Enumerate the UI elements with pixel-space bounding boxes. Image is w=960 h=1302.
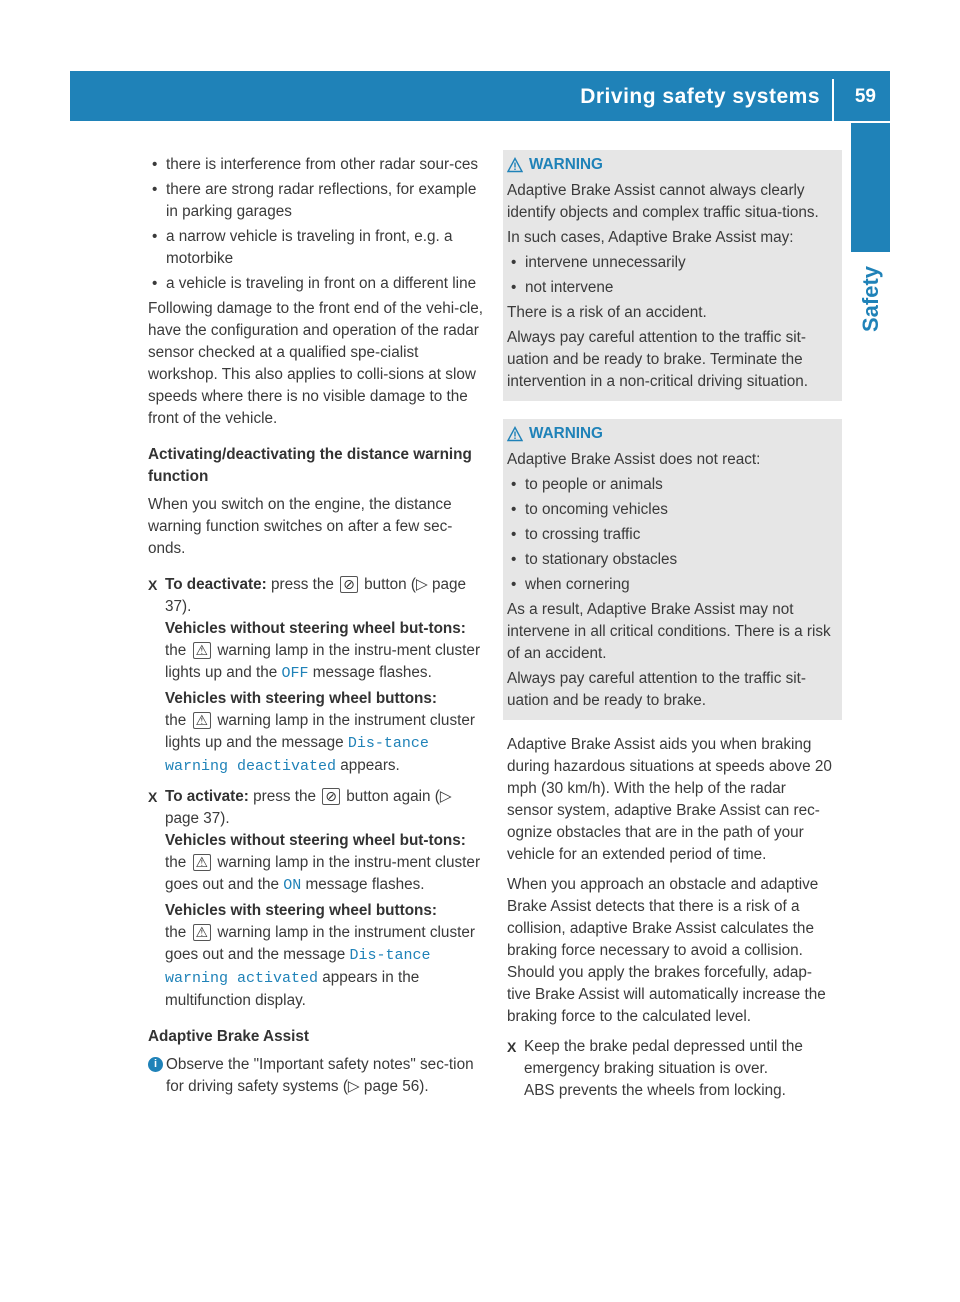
body-paragraph: Adaptive Brake Assist aids you when braking during hazardous situations at speeds above 20 mph (30 km/h). With the help of the radar sensor system, adaptive Brake Assist can rec-ognize obstacles that are in the path of your vehicle for an extended period of time. (507, 736, 832, 863)
warning-text: As a result, Adaptive Brake Assist may not intervene in all critical conditions. There is a risk of an accident. (507, 601, 831, 662)
off-button-icon: ⊘ (340, 576, 358, 593)
step-result: ABS prevents the wheels from locking. (524, 1082, 786, 1099)
page-ref-arrow-icon: ▷ (439, 788, 452, 805)
list-item: • when cornering (507, 574, 834, 596)
chapter-tab (851, 123, 890, 252)
info-note: i Observe the "Important safety notes" sec-tion for driving safety systems (▷ page 56). (148, 1054, 484, 1098)
right-column (507, 154, 834, 1102)
display-message: OFF (281, 665, 309, 682)
list-item: • to people or animals (507, 474, 834, 496)
display-message: ON (283, 877, 302, 894)
left-column (148, 154, 484, 1098)
distance-warning-lamp-icon: ⚠ (193, 712, 212, 729)
damage-paragraph: Following damage to the front end of the vehi-cle, have the configuration and operation of the radar sensor checked at a qualified spe-cialist workshop. This also applies to colli-sions at slow speeds where there is no visible damage to the front of the vehicle. (148, 300, 484, 427)
info-icon: i (148, 1057, 163, 1072)
step-text: Keep the brake pedal depressed until the emergency braking situation is over. (524, 1038, 803, 1077)
list-item: • a narrow vehicle is traveling in front, e.g. a motorbike (148, 226, 484, 270)
header-divider (832, 79, 834, 121)
list-item: • to oncoming vehicles (507, 499, 834, 521)
list-item: • a vehicle is traveling in front on a different line (148, 273, 484, 295)
section-heading: Activating/deactivating the distance warning function (148, 446, 472, 485)
step-label: To deactivate: (165, 576, 267, 593)
warning-text: Adaptive Brake Assist cannot always clearly identify objects and complex traffic situa-tions. (507, 182, 819, 221)
warning-box (503, 150, 842, 401)
body-paragraph: When you approach an obstacle and adaptive Brake Assist detects that there is a risk of a collision, adaptive Brake Assist calculates the braking force necessary to avoid a collision. Should you apply the brakes forcefully, adap-tive Brake Assist will automatically increase the braking force to the calculated level. (507, 876, 826, 1025)
list-item: • intervene unnecessarily (507, 252, 834, 274)
activate-step: X To activate: press the ⊘ button again (▷ page 37). Vehicles without steering wheel but-tons: the ⚠ warning lamp in the instru-ment cluster goes out and the ON message flashes. Vehicles with steering wheel buttons: the ⚠ warning lamp in the instrument cluster goes out and the message Dis‐tance warning activated appears in the multifunction display. (148, 788, 481, 1009)
warning-heading: WARNING (507, 423, 834, 445)
distance-warning-lamp-icon: ⚠ (193, 854, 212, 871)
list-item: • to crossing traffic (507, 524, 834, 546)
off-button-icon: ⊘ (322, 788, 340, 805)
step-marker: X (148, 789, 158, 805)
section-heading: Adaptive Brake Assist (148, 1028, 309, 1045)
warning-text: In such cases, Adaptive Brake Assist may: (507, 229, 794, 246)
distance-warning-lamp-icon: ⚠ (193, 642, 212, 659)
display-message: Dis‐tance warning deactivated (165, 735, 429, 775)
warning-text: Always pay careful attention to the traffic sit-uation and be ready to brake. Terminate the intervention in a non-critical driving situation. (507, 329, 808, 390)
display-message: Dis‐tance warning activated (165, 947, 431, 987)
page-ref-arrow-icon: ▷ (347, 1078, 360, 1095)
warning-heading: WARNING (507, 154, 834, 176)
section-title: Driving safety systems (580, 85, 820, 108)
chapter-label: Safety (857, 265, 883, 333)
warning-text: Always pay careful attention to the traffic sit-uation and be ready to brake. (507, 670, 806, 709)
intro-paragraph: When you switch on the engine, the distance warning function switches on after a few sec-onds. (148, 496, 453, 557)
page-ref-arrow-icon: ▷ (416, 576, 428, 593)
distance-warning-lamp-icon: ⚠ (193, 924, 212, 941)
instruction-step (507, 1036, 834, 1102)
page-header (70, 71, 890, 121)
step-marker: X (507, 1039, 517, 1055)
page-number: 59 (854, 86, 876, 107)
list-item: • to stationary obstacles (507, 549, 834, 571)
warning-text: There is a risk of an accident. (507, 304, 707, 321)
list-item: • not intervene (507, 277, 834, 299)
warning-text: Adaptive Brake Assist does not react: (507, 451, 761, 468)
step-label: To activate: (165, 788, 249, 805)
step-marker: X (148, 577, 158, 593)
list-item: • there is interference from other radar sour-ces (148, 154, 484, 176)
warning-triangle-icon (507, 157, 523, 173)
warning-triangle-icon (507, 426, 523, 442)
warning-box (503, 419, 842, 720)
list-item: • there are strong radar reflections, for example in parking garages (148, 179, 484, 223)
deactivate-step: X To deactivate: press the ⊘ button (▷ page 37). Vehicles without steering wheel but-tons: the ⚠ warning lamp in the instru-ment cluster lights up and the OFF message flashes. Vehicles with steering wheel buttons: the ⚠ warning lamp in the instrument cluster lights up and the message Dis‐tance warning deactivated appears. (148, 576, 481, 775)
